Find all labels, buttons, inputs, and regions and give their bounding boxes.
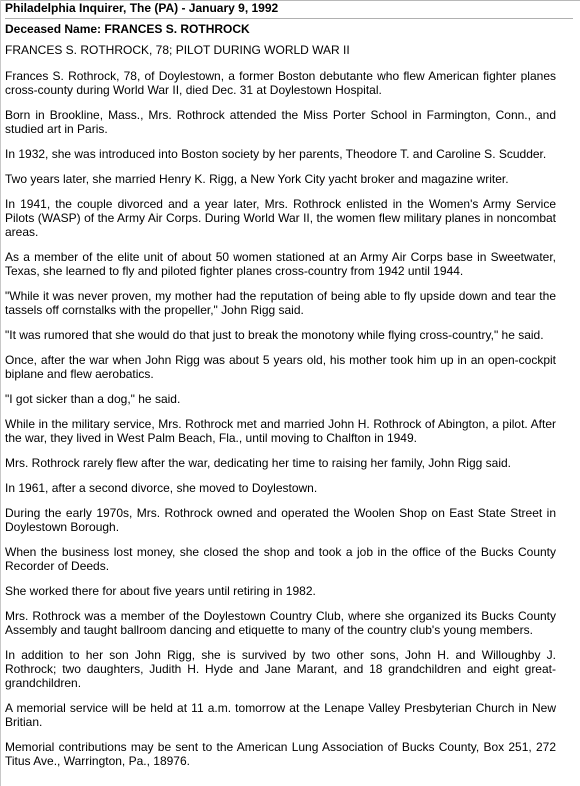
article-headline: FRANCES S. ROTHROCK, 78; PILOT DURING WORLD WAR II bbox=[5, 43, 350, 57]
paragraph: In 1941, the couple divorced and a year later, Mrs. Rothrock enlisted in the Women's Army Service Pilots (WASP) of the Army Air Corps. During World War II, the women flew military planes in noncombat areas. bbox=[5, 197, 556, 239]
paragraph: During the early 1970s, Mrs. Rothrock owned and operated the Woolen Shop on East State Street in Doylestown Borough. bbox=[5, 506, 556, 534]
paragraph: "It was rumored that she would do that just to break the monotony while flying cross-country," he said. bbox=[5, 328, 544, 342]
paragraph: When the business lost money, she closed the shop and took a job in the office of the Bucks County Recorder of Deeds. bbox=[5, 545, 556, 573]
paragraph: In addition to her son John Rigg, she is survived by two other sons, John H. and Willoughby J. Rothrock; two daughters, Judith H. Hyde and Jane Marant, and 18 grandchildren and eight great-grandchildren. bbox=[5, 648, 556, 690]
paragraph: Memorial contributions may be sent to the American Lung Association of Bucks County, Box 251, 272 Titus Ave., Warrington, Pa., 18976. bbox=[5, 740, 556, 768]
paragraph: While in the military service, Mrs. Rothrock met and married John H. Rothrock of Abington, a pilot. After the war, they lived in West Palm Beach, Fla., until moving to Chalfton in 1949. bbox=[5, 417, 556, 445]
paragraph: A memorial service will be held at 11 a.m. tomorrow at the Lenape Valley Presbyterian Church in New Britian. bbox=[5, 701, 556, 729]
paragraph: In 1932, she was introduced into Boston society by her parents, Theodore T. and Caroline S. Scudder. bbox=[5, 147, 547, 161]
article-body bbox=[5, 43, 556, 779]
paragraph: Once, after the war when John Rigg was about 5 years old, his mother took him up in an open-cockpit biplane and flew aerobatics. bbox=[5, 353, 556, 381]
paragraph: "While it was never proven, my mother had the reputation of being able to fly upside down and tear the tassels off cornstalks with the propeller," John Rigg said. bbox=[5, 289, 556, 317]
paragraph: "I got sicker than a dog," he said. bbox=[5, 392, 181, 406]
paragraph: Frances S. Rothrock, 78, of Doylestown, a former Boston debutante who flew American fighter planes cross-county during World War II, died Dec. 31 at Doylestown Hospital. bbox=[5, 69, 556, 97]
left-border bbox=[0, 0, 1, 786]
paragraph: She worked there for about five years until retiring in 1982. bbox=[5, 584, 316, 598]
paragraph: As a member of the elite unit of about 50 women stationed at an Army Air Corps base in Sweetwater, Texas, she learned to fly and piloted fighter planes cross-country from 1942 until 1944. bbox=[5, 250, 556, 278]
paragraph: In 1961, after a second divorce, she moved to Doylestown. bbox=[5, 481, 318, 495]
paragraph: Mrs. Rothrock rarely flew after the war, dedicating her time to raising her family, John Rigg said. bbox=[5, 456, 511, 470]
deceased-name: Deceased Name: FRANCES S. ROTHROCK bbox=[5, 22, 250, 36]
paragraph: Mrs. Rothrock was a member of the Doylestown Country Club, where she organized its Bucks County Assembly and taught ballroom dancing and etiquette to many of the country club's young members. bbox=[5, 609, 556, 637]
source-header: Philadelphia Inquirer, The (PA) - January 9, 1992 bbox=[5, 1, 573, 19]
paragraph: Born in Brookline, Mass., Mrs. Rothrock attended the Miss Porter School in Farmington, Conn., and studied art in Paris. bbox=[5, 108, 556, 136]
paragraph: Two years later, she married Henry K. Rigg, a New York City yacht broker and magazine writer. bbox=[5, 172, 509, 186]
